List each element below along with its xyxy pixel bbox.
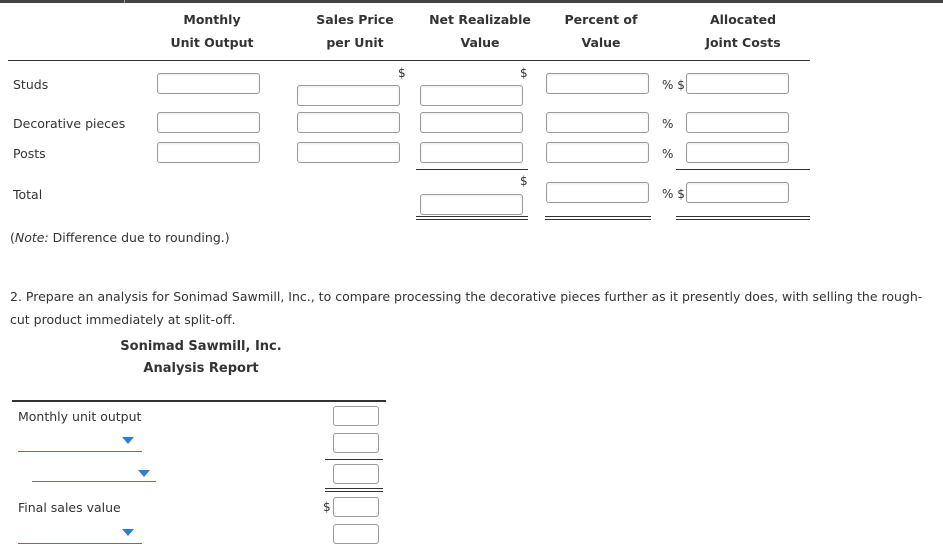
chevron-down-icon[interactable] [122, 529, 134, 536]
posts-unit-output-input[interactable] [157, 142, 260, 163]
dropdown-1[interactable] [18, 451, 142, 452]
note-text: Difference due to rounding.) [48, 230, 230, 245]
header-line: Value [581, 35, 621, 50]
studs-sales-price-input[interactable] [297, 85, 400, 106]
header-percent [550, 12, 652, 50]
row-label-posts: Posts [13, 146, 46, 161]
percent-sign: % [662, 117, 674, 131]
allocated-total-double-line [676, 219, 810, 220]
total-allocated-input[interactable] [686, 182, 789, 203]
posts-allocated-input[interactable] [686, 142, 789, 163]
dollar-sign: $ [520, 66, 528, 80]
total-percent-input[interactable] [546, 182, 649, 203]
note-italic: Note: [14, 230, 49, 245]
note-paren: ( [10, 230, 15, 245]
studs-nrv-input[interactable] [420, 85, 523, 106]
dropdown-3-value-input[interactable] [333, 524, 379, 544]
row-label-decorative-pieces: Decorative pieces [13, 116, 126, 131]
double-line [325, 491, 383, 492]
posts-sales-price-input[interactable] [297, 142, 400, 163]
posts-nrv-input[interactable] [420, 142, 523, 163]
header-allocated [690, 12, 796, 50]
dropdown-2-value-input[interactable] [333, 464, 379, 484]
question-2-text: 2. Prepare an analysis for Sonimad Sawmill, Inc., to compare processing the decorative pieces further as it presently does, with selling the rough-cut product immediately at split-off. [10, 289, 923, 327]
header-line: Joint Costs [705, 35, 781, 50]
row-label-total: Total [13, 187, 43, 202]
nrv-total-double-line [416, 216, 528, 217]
studs-allocated-input[interactable] [686, 73, 789, 94]
header-line: Monthly [183, 12, 241, 27]
percent-total-double-line [545, 216, 651, 217]
header-sales-price [300, 12, 410, 50]
double-line [325, 488, 383, 489]
dollar-sign: $ [520, 174, 528, 188]
monthly-unit-output-label: Monthly unit output [18, 409, 142, 424]
dropdown-2[interactable] [32, 481, 156, 482]
decorative-unit-output-input[interactable] [157, 112, 260, 133]
chevron-down-icon[interactable] [138, 470, 150, 477]
dollar-sign: $ [398, 66, 406, 80]
nrv-subtotal-line [416, 169, 528, 170]
analysis-top-line [12, 400, 386, 402]
dollar-sign: $ [323, 500, 331, 514]
monthly-unit-output-input[interactable] [333, 406, 379, 426]
header-underline [8, 60, 810, 61]
row-label-studs: Studs [13, 77, 49, 92]
total-nrv-input[interactable] [420, 194, 523, 215]
percent-dollar-sign: % $ [662, 78, 685, 92]
decorative-allocated-input[interactable] [686, 112, 789, 133]
decorative-nrv-input[interactable] [420, 112, 523, 133]
header-monthly-unit-output [160, 12, 264, 50]
final-sales-value-input[interactable] [333, 497, 379, 517]
nrv-total-double-line [416, 219, 528, 220]
header-line: per Unit [326, 35, 384, 50]
top-border [0, 0, 943, 3]
top-divider [124, 0, 125, 3]
header-line: Net Realizable [429, 12, 531, 27]
final-sales-value-label: Final sales value [18, 500, 121, 515]
decorative-percent-input[interactable] [546, 112, 649, 133]
rounding-note [10, 230, 230, 245]
report-title: Analysis Report [143, 361, 259, 376]
dropdown-3[interactable] [18, 543, 142, 544]
percent-total-double-line [545, 219, 651, 220]
subtotal-line [325, 459, 383, 460]
posts-percent-input[interactable] [546, 142, 649, 163]
header-line: Percent of [564, 12, 638, 27]
allocated-subtotal-line [676, 169, 810, 170]
dropdown-1-value-input[interactable] [333, 433, 379, 453]
header-line: Sales Price [316, 12, 394, 27]
studs-unit-output-input[interactable] [157, 73, 260, 94]
header-nrv [420, 12, 540, 50]
decorative-sales-price-input[interactable] [297, 112, 400, 133]
chevron-down-icon[interactable] [122, 437, 134, 444]
header-line: Value [460, 35, 500, 50]
header-line: Allocated [709, 12, 777, 27]
allocated-total-double-line [676, 216, 810, 217]
company-name: Sonimad Sawmill, Inc. [120, 339, 282, 354]
studs-percent-input[interactable] [546, 73, 649, 94]
header-line: Unit Output [170, 35, 254, 50]
percent-sign: % [662, 147, 674, 161]
percent-dollar-sign: % $ [662, 187, 685, 201]
